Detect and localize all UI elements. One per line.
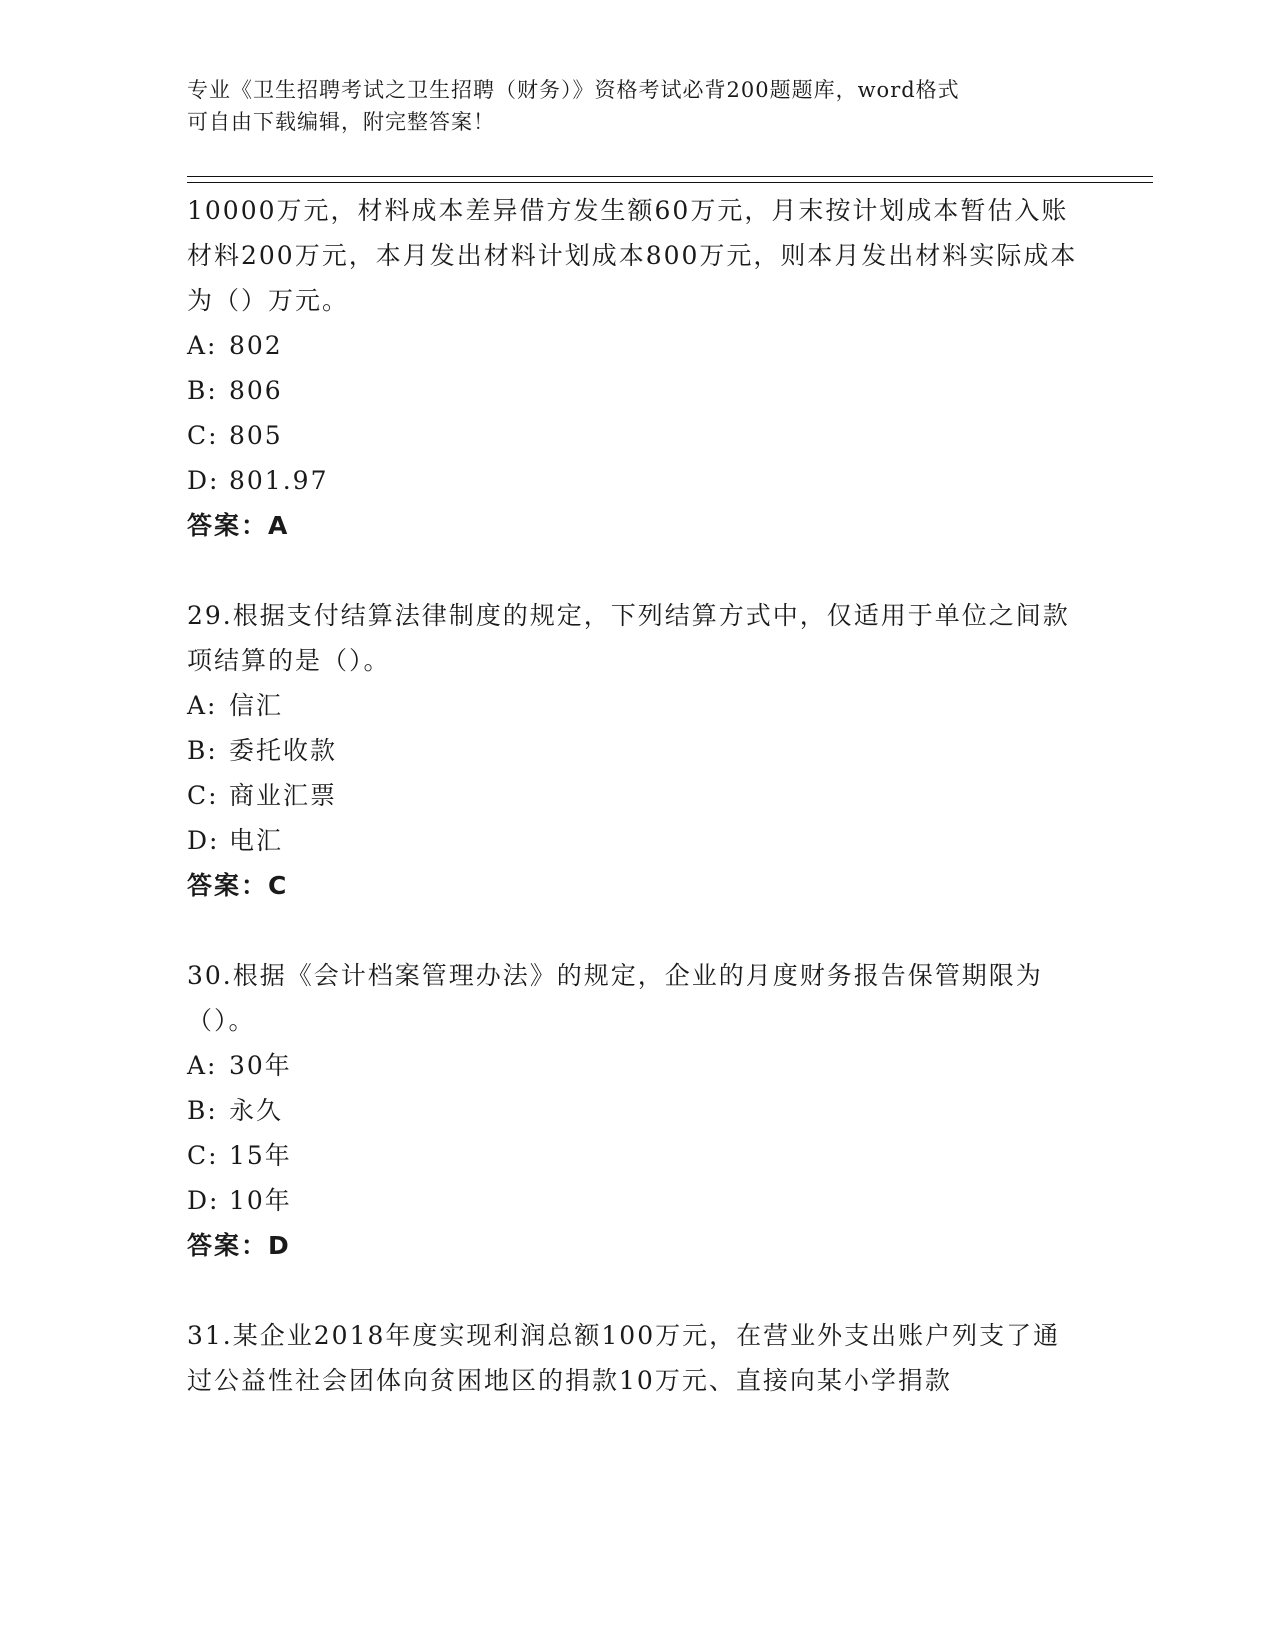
option-letter: B: [187,736,218,765]
header-line-2: 可自由下载编辑，附完整答案！ [187,110,495,134]
header-line-1: 专业《卫生招聘考试之卫生招聘（财务）》资格考试必背200题题库，word格式 [187,78,960,102]
option-d [187,1178,1087,1223]
option-letter: C: [187,781,219,810]
question-list [187,188,1087,1403]
option-letter: D: [187,466,220,495]
question-text: 30.根据《会计档案管理办法》的规定，企业的月度财务报告保管期限为（）。 [187,961,1043,1035]
document-header [187,74,1087,138]
option-b [187,1088,1087,1133]
question-text: 29.根据支付结算法律制度的规定，下列结算方式中，仅适用于单位之间款项结算的是（）。 [187,601,1070,675]
option-value: 信汇 [229,691,284,720]
option-c [187,413,1087,458]
option-d [187,458,1087,503]
option-letter: A: [187,331,218,360]
option-b [187,368,1087,413]
option-d [187,818,1087,863]
option-c [187,1133,1087,1178]
question-block [187,188,1087,548]
answer-line: 答案：A [187,511,290,540]
option-value: 电汇 [229,826,284,855]
option-letter: C: [187,421,219,450]
option-value: 802 [229,331,283,360]
option-letter: D: [187,826,220,855]
question-block [187,593,1087,908]
option-value: 永久 [229,1096,284,1125]
option-letter: D: [187,1186,220,1215]
header-divider-bottom [187,182,1153,183]
question-text: 31.某企业2018年度实现利润总额100万元，在营业外支出账户列支了通过公益性社会团体向贫困地区的捐款10万元、直接向某小学捐款 [187,1321,1061,1395]
option-a [187,683,1087,728]
option-value: 801.97 [229,466,329,495]
answer-line: 答案：C [187,871,289,900]
option-b [187,728,1087,773]
question-text: 10000万元，材料成本差异借方发生额60万元，月末按计划成本暂估入账材料200万元，本月发出材料计划成本800万元，则本月发出材料实际成本为（）万元。 [187,196,1078,315]
option-value: 10年 [229,1186,292,1215]
header-divider-top [187,176,1153,177]
option-value: 委托收款 [229,736,338,765]
option-letter: B: [187,376,218,405]
question-block [187,953,1087,1268]
option-letter: A: [187,1051,218,1080]
option-a [187,1043,1087,1088]
option-letter: C: [187,1141,219,1170]
option-letter: A: [187,691,218,720]
option-value: 15年 [229,1141,292,1170]
answer-line: 答案：D [187,1231,291,1260]
option-c [187,773,1087,818]
option-value: 30年 [229,1051,292,1080]
option-value: 805 [229,421,283,450]
option-a [187,323,1087,368]
option-letter: B: [187,1096,218,1125]
option-value: 806 [229,376,283,405]
question-block [187,1313,1087,1403]
option-value: 商业汇票 [229,781,338,810]
